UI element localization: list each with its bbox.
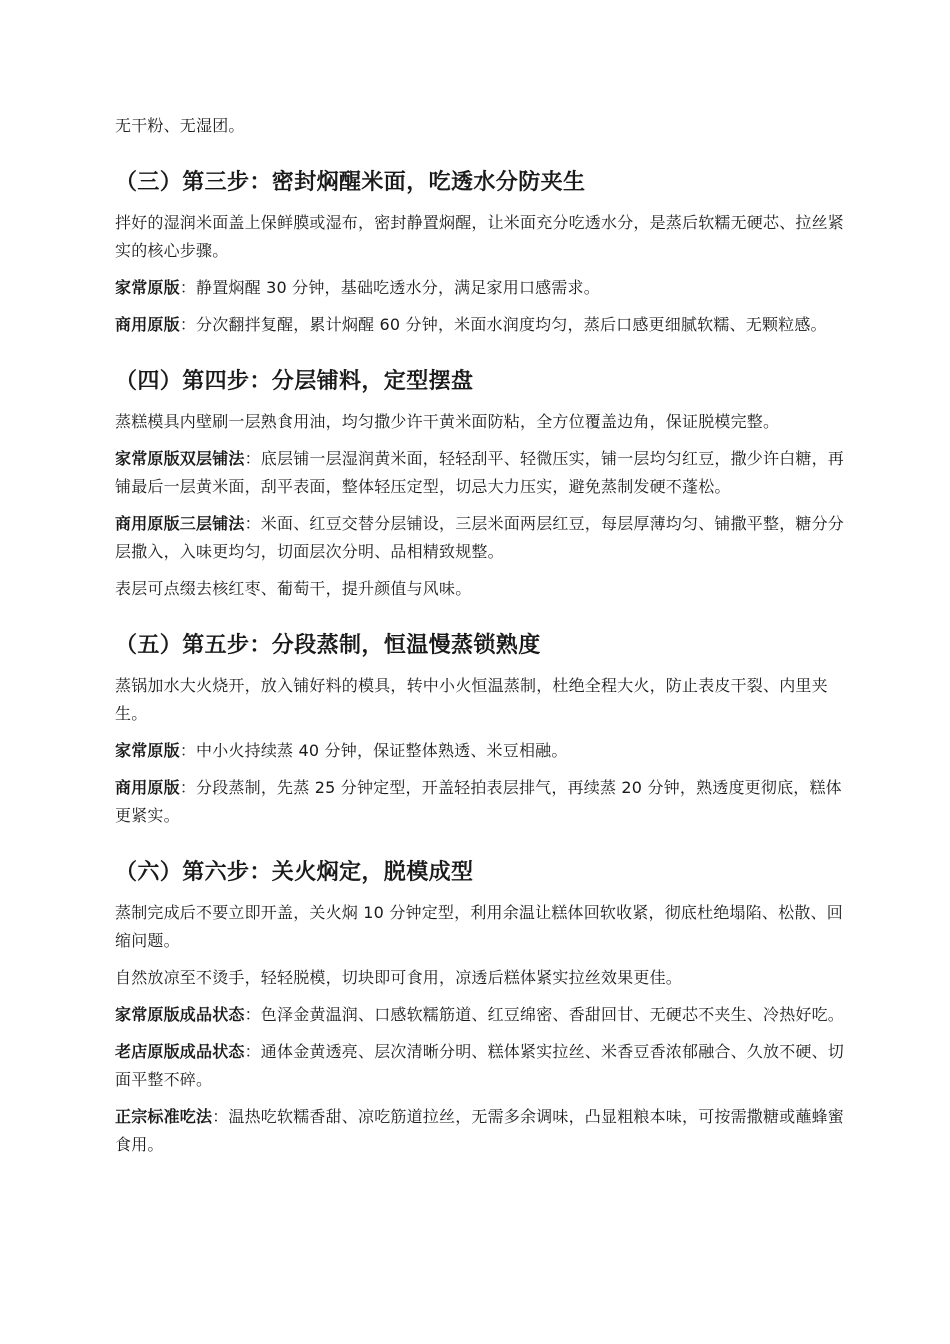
paragraph: 商用原版三层铺法：米面、红豆交替分层铺设，三层米面两层红豆，每层厚薄均匀、铺撒平整，糖分分层撒入，入味更均匀，切面层次分明、品相精致规整。 bbox=[115, 514, 845, 561]
section-heading-step-5: （五）第五步：分段蒸制，恒温慢蒸锁熟度 bbox=[115, 633, 541, 658]
paragraph: 商用原版：分段蒸制，先蒸 25 分钟定型，开盖轻拍表层排气，再续蒸 20 分钟，熟透度更彻底，糕体更紧实。 bbox=[115, 778, 842, 825]
paragraph-label: 正宗标准吃法 bbox=[115, 1107, 213, 1126]
paragraph-label: 商用原版 bbox=[115, 778, 180, 797]
paragraph: 商用原版：分次翻拌复醒，累计焖醒 60 分钟，米面水润度均匀，蒸后口感更细腻软糯、无颗粒感。 bbox=[115, 315, 827, 334]
paragraph: 蒸制完成后不要立即开盖，关火焖 10 分钟定型，利用余温让糕体回软收紧，彻底杜绝塌陷、松散、回缩问题。 bbox=[115, 903, 843, 950]
paragraph: 家常原版：中小火持续蒸 40 分钟，保证整体熟透、米豆相融。 bbox=[115, 741, 568, 760]
section-heading-step-3: （三）第三步：密封焖醒米面，吃透水分防夹生 bbox=[115, 170, 586, 195]
paragraph: 家常原版双层铺法：底层铺一层湿润黄米面，轻轻刮平、轻微压实，铺一层均匀红豆，撒少许白糖，再铺最后一层黄米面，刮平表面，整体轻压定型，切忌大力压实，避免蒸制发硬不蓬松。 bbox=[115, 449, 845, 496]
paragraph-label: 家常原版成品状态 bbox=[115, 1005, 245, 1024]
paragraph: 拌好的湿润米面盖上保鲜膜或湿布，密封静置焖醒，让米面充分吃透水分，是蒸后软糯无硬芯、拉丝紧实的核心步骤。 bbox=[115, 213, 845, 260]
paragraph: 表层可点缀去核红枣、葡萄干，提升颜值与风味。 bbox=[115, 579, 472, 598]
paragraph-label: 家常原版双层铺法 bbox=[115, 449, 245, 468]
paragraph: 正宗标准吃法：温热吃软糯香甜、凉吃筋道拉丝，无需多余调味，凸显粗粮本味，可按需撒糖或蘸蜂蜜食用。 bbox=[115, 1107, 845, 1154]
section-heading-step-4: （四）第四步：分层铺料，定型摆盘 bbox=[115, 369, 474, 394]
paragraph: 自然放凉至不烫手，轻轻脱模，切块即可食用，凉透后糕体紧实拉丝效果更佳。 bbox=[115, 968, 683, 987]
paragraph: 老店原版成品状态：通体金黄透亮、层次清晰分明、糕体紧实拉丝、米香豆香浓郁融合、久放不硬、切面平整不碎。 bbox=[115, 1042, 845, 1089]
paragraph-label: 商用原版 bbox=[115, 315, 180, 334]
paragraph-label: 家常原版 bbox=[115, 741, 180, 760]
document-page bbox=[115, 112, 850, 1159]
paragraph-label: 家常原版 bbox=[115, 278, 180, 297]
paragraph: 蒸糕模具内壁刷一层熟食用油，均匀撒少许干黄米面防粘，全方位覆盖边角，保证脱模完整。 bbox=[115, 412, 780, 431]
paragraph: 蒸锅加水大火烧开，放入铺好料的模具，转中小火恒温蒸制，杜绝全程大火，防止表皮干裂、内里夹生。 bbox=[115, 676, 828, 723]
paragraph: 家常原版成品状态：色泽金黄温润、口感软糯筋道、红豆绵密、香甜回甘、无硬芯不夹生、冷热好吃。 bbox=[115, 1005, 845, 1024]
paragraph-label: 商用原版三层铺法 bbox=[115, 514, 245, 533]
paragraph-intro-tail: 无干粉、无湿团。 bbox=[115, 116, 245, 135]
paragraph-label: 老店原版成品状态 bbox=[115, 1042, 245, 1061]
paragraph: 家常原版：静置焖醒 30 分钟，基础吃透水分，满足家用口感需求。 bbox=[115, 278, 600, 297]
section-heading-step-6: （六）第六步：关火焖定，脱模成型 bbox=[115, 860, 474, 885]
